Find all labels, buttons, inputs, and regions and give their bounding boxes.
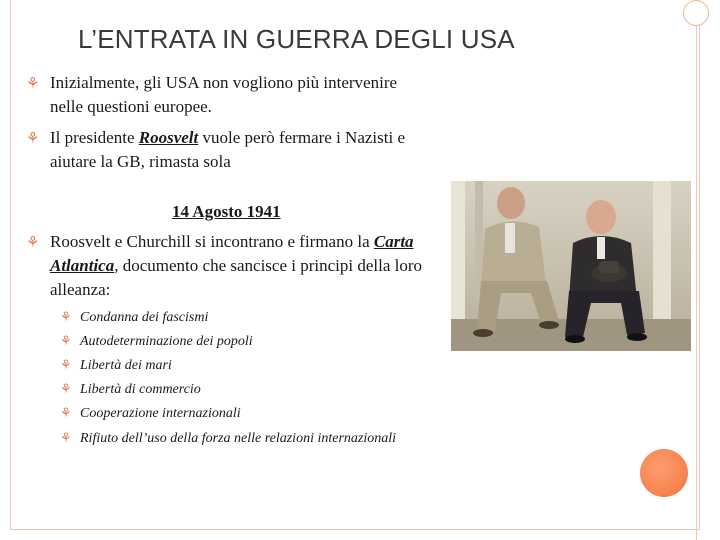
slide-title: L’ENTRATA IN GUERRA DEGLI USA bbox=[78, 24, 515, 54]
carta-atlantica-emphasis: Carta Atlantica bbox=[50, 232, 414, 275]
roosevelt-churchill-photo bbox=[451, 181, 691, 351]
bullet-text-2-after: vuole però fermare i Nazisti e aiutare la GB, rimasta sola bbox=[50, 128, 405, 171]
bullet-text-2-before: Il presidente bbox=[50, 128, 139, 147]
sub-bullet-list bbox=[60, 306, 400, 449]
list-item bbox=[60, 402, 400, 426]
bullet-icon: ⚘ bbox=[26, 233, 40, 251]
bullet-icon: ⚘ bbox=[60, 431, 72, 446]
photo-illustration bbox=[451, 181, 691, 351]
bullet-icon: ⚘ bbox=[60, 406, 72, 421]
list-item-text: Rifiuto dell’uso della forza nelle relazioni internazionali bbox=[80, 431, 397, 446]
bullet-icon: ⚘ bbox=[60, 382, 72, 397]
date-heading: 14 Agosto 1941 bbox=[172, 202, 281, 221]
bullet-text-3 bbox=[50, 230, 440, 302]
bullet-text-1: Inizialmente, gli USA non vogliono più intervenire nelle questioni europee. bbox=[50, 73, 398, 116]
list-item-text: Cooperazione internazionali bbox=[80, 406, 241, 421]
decorative-circle-bottom bbox=[640, 449, 688, 497]
bullet-text-3-after: , documento che sancisce i principi della loro alleanza: bbox=[50, 256, 423, 299]
bullet-icon: ⚘ bbox=[26, 74, 40, 92]
list-item-text: Libertà di commercio bbox=[80, 382, 201, 397]
slide-side-frame bbox=[696, 0, 712, 540]
bullet-text-3-before: Roosvelt e Churchill si incontrano e firmano la bbox=[50, 232, 374, 251]
bullet-icon: ⚘ bbox=[60, 358, 72, 373]
list-item bbox=[60, 306, 400, 330]
bullet-icon: ⚘ bbox=[26, 129, 40, 147]
decorative-circle-top bbox=[683, 0, 709, 26]
bullet-icon: ⚘ bbox=[60, 310, 72, 325]
list-item bbox=[60, 378, 400, 402]
list-item-text: Autodeterminazione dei popoli bbox=[80, 334, 253, 349]
list-item bbox=[60, 354, 400, 378]
roosvelt-emphasis: Roosvelt bbox=[138, 128, 199, 147]
bullet-text-2 bbox=[50, 126, 430, 174]
list-item bbox=[60, 330, 400, 354]
list-item bbox=[60, 428, 400, 449]
bullet-icon: ⚘ bbox=[60, 334, 72, 349]
list-item-text: Libertà dei mari bbox=[80, 358, 172, 373]
list-item-text: Condanna dei fascismi bbox=[80, 310, 209, 325]
